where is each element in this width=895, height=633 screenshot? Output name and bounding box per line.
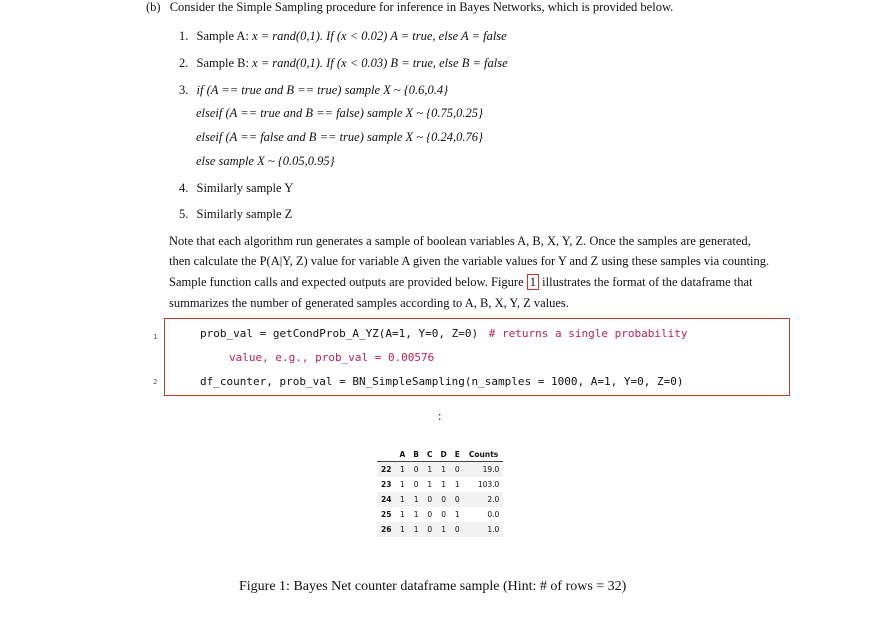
cell-d: 1 (436, 522, 450, 537)
colon-mark: : (438, 409, 442, 423)
note-line-3 (169, 275, 753, 289)
part-label: (b) (146, 0, 161, 14)
step-number: 4. (179, 181, 189, 195)
cell-c: 1 (423, 462, 437, 478)
header-b: B (413, 450, 419, 459)
row-index: 26 (377, 522, 395, 537)
row-index: 25 (381, 510, 392, 519)
code-line-2: df_counter, prob_val = BN_SimpleSampling(n_samples = 1000, A=1, Y=0, Z=0) (200, 375, 684, 388)
cell-e: 0 (451, 462, 464, 478)
header-counts: Counts (468, 450, 499, 459)
table-row (377, 492, 503, 507)
step-text: Similarly sample Y (196, 181, 294, 195)
cell-c: 1 (427, 480, 433, 489)
header-e: E (454, 450, 460, 459)
code-statement: prob_val = getCondProb_A_YZ(A=1, Y=0, Z=0) (200, 327, 479, 340)
header-a: A (399, 450, 406, 459)
row-index: 23 (381, 480, 392, 489)
note-line-4: summarizes the number of generated samples according to A, B, X, Y, Z values. (169, 296, 569, 310)
code-line-number: 1 (153, 333, 158, 341)
step-4 (179, 181, 293, 195)
step-prefix: Sample B: (196, 56, 253, 70)
cell-b: 1 (413, 510, 419, 519)
step-3-line-1: if (A == true and B == true) sample X ~ {0.6,0.4} (196, 83, 449, 97)
step-1 (179, 29, 507, 43)
note-line-3-text: Sample function calls and expected outputs are provided below. Figure (169, 275, 527, 289)
cell-b: 1 (409, 492, 423, 507)
intro-text: Consider the Simple Sampling procedure for inference in Bayes Networks, which is provided below. (169, 0, 674, 14)
cell-d: 0 (441, 510, 446, 519)
step-text: Similarly sample Z (196, 207, 293, 221)
step-prefix: Sample A: (196, 29, 253, 43)
code-comment: # returns a single probability (488, 327, 688, 340)
table-row (377, 522, 503, 537)
cell-counts: 0.0 (487, 510, 500, 519)
step-number: 2. (179, 56, 189, 70)
table-row (377, 507, 503, 522)
cell-d: 1 (441, 480, 446, 489)
figure-reference-link[interactable]: 1 (527, 274, 539, 290)
cell-a: 1 (399, 510, 405, 519)
header-d: D (440, 450, 447, 459)
note-line-2: then calculate the P(A|Y, Z) value for variable A given the variable values for Y and Z using these samples via counting. (169, 254, 770, 268)
cell-b: 1 (409, 522, 423, 537)
cell-counts: 103.0 (477, 480, 500, 489)
cell-b: 0 (409, 462, 423, 478)
figure-caption: Figure 1: Bayes Net counter dataframe sample (Hint: # of rows = 32) (239, 579, 627, 594)
step-3 (179, 83, 448, 97)
step-formula: x = rand(0,1). If (x < 0.03) B = true, else B = false (252, 56, 508, 70)
cell-d: 0 (436, 492, 450, 507)
cell-a: 1 (395, 492, 409, 507)
cell-c: 0 (423, 492, 437, 507)
note-line-1: Note that each algorithm run generates a sample of boolean variables A, B, X, Y, Z. Once the samples are generated, (169, 234, 751, 248)
code-line-1 (200, 327, 687, 340)
code-line-number: 2 (153, 378, 158, 386)
step-number: 3. (179, 83, 189, 97)
header-c: C (426, 450, 433, 459)
code-line-1-continuation: value, e.g., prob_val = 0.00576 (229, 351, 435, 364)
cell-c: 0 (427, 510, 433, 519)
row-index: 22 (377, 462, 395, 478)
cell-a: 1 (395, 522, 409, 537)
cell-counts: 19.0 (464, 462, 503, 478)
step-5 (179, 207, 292, 221)
table-row (377, 462, 503, 478)
cell-counts: 2.0 (464, 492, 503, 507)
intro-line (146, 0, 673, 14)
cell-a: 1 (399, 480, 405, 489)
step-3-line-2: elseif (A == true and B == false) sample X ~ {0.75,0.25} (196, 106, 484, 120)
header-index (377, 448, 395, 462)
row-index: 24 (377, 492, 395, 507)
dataframe-table (377, 448, 503, 537)
table-row (377, 477, 503, 492)
step-3-line-4: else sample X ~ {0.05,0.95} (196, 154, 335, 168)
cell-e: 1 (454, 480, 460, 489)
step-number: 5. (179, 207, 189, 221)
cell-a: 1 (395, 462, 409, 478)
cell-e: 0 (451, 492, 464, 507)
step-2 (179, 56, 508, 70)
cell-e: 0 (451, 522, 464, 537)
step-number: 1. (179, 29, 189, 43)
table-header-row (377, 448, 503, 462)
cell-counts: 1.0 (464, 522, 503, 537)
cell-b: 0 (413, 480, 419, 489)
step-formula: x = rand(0,1). If (x < 0.02) A = true, else A = false (252, 29, 507, 43)
cell-c: 0 (423, 522, 437, 537)
cell-e: 1 (454, 510, 460, 519)
cell-d: 1 (436, 462, 450, 478)
note-line-3-rest: illustrates the format of the dataframe that (539, 275, 753, 289)
step-3-line-3: elseif (A == false and B == true) sample X ~ {0.24,0.76} (196, 130, 484, 144)
